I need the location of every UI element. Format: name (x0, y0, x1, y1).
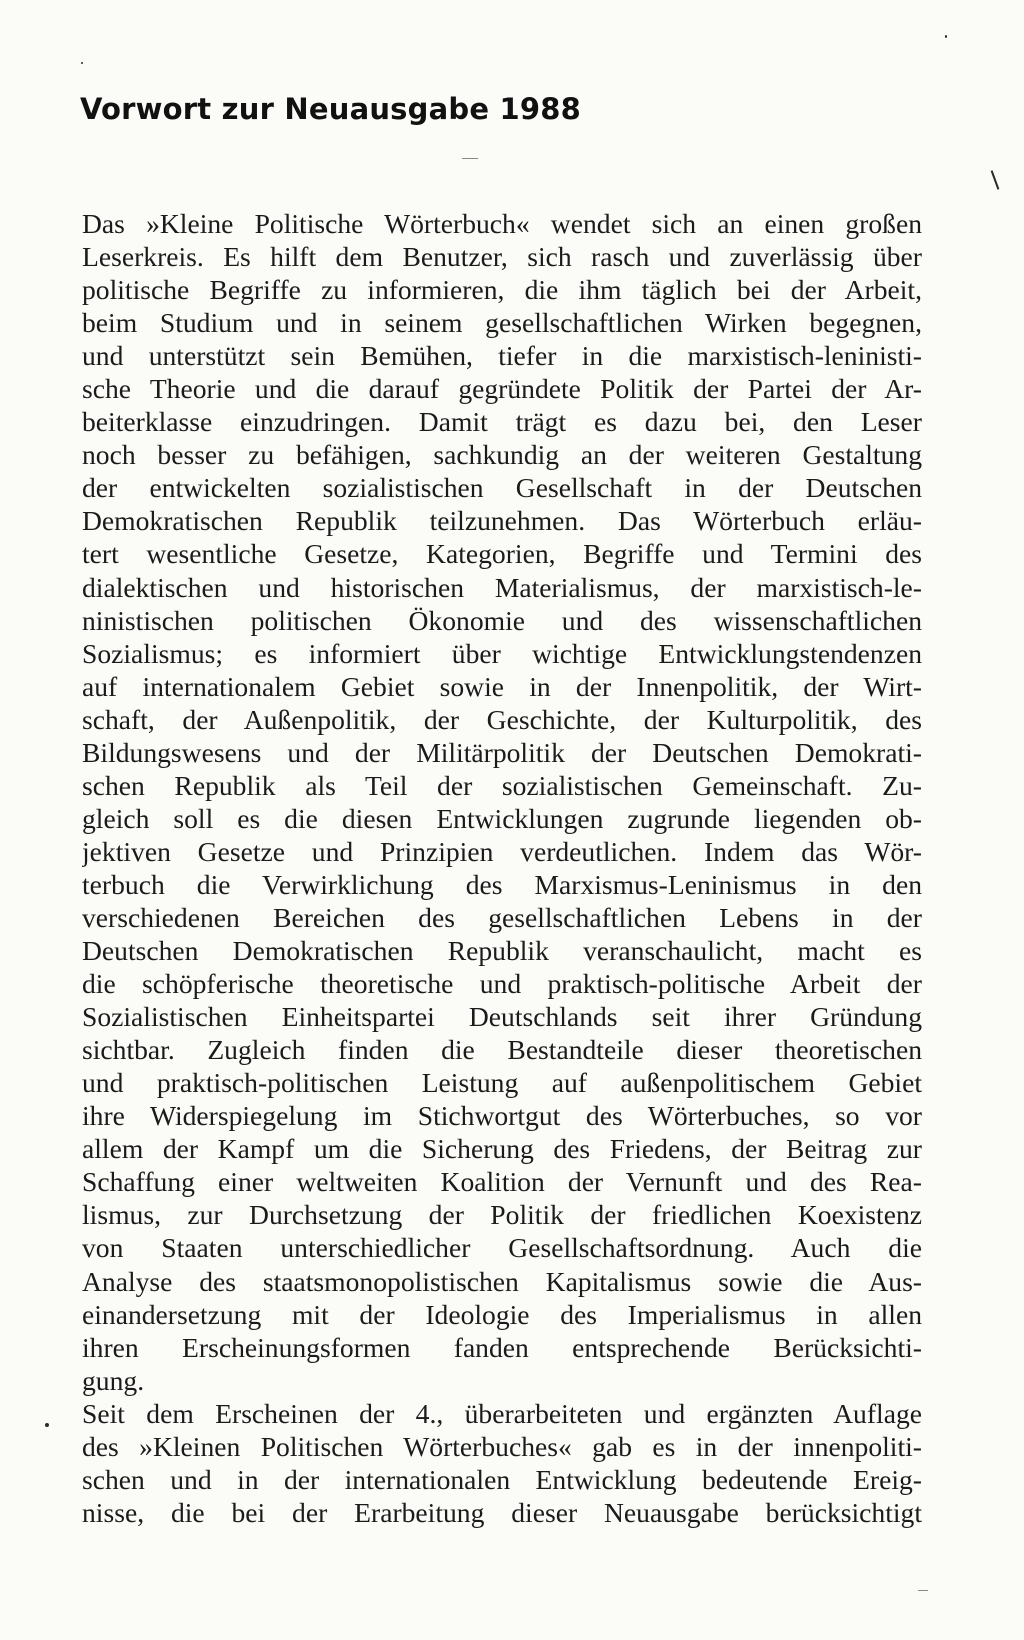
text-line: dialektischen und historischen Materialismus, der marxistisch-le- (82, 571, 922, 603)
scan-speck (81, 62, 83, 64)
text-line: Sozialistischen Einheitspartei Deutschlands seit ihrer Gründung (82, 1001, 922, 1033)
text-line: allem der Kampf um die Sicherung des Friedens, der Beitrag zur (82, 1133, 922, 1165)
text-line: auf internationalem Gebiet sowie in der Innenpolitik, der Wirt- (82, 670, 922, 702)
text-line: schen Republik als Teil der sozialistischen Gemeinschaft. Zu- (82, 769, 922, 801)
text-line: tert wesentliche Gesetze, Kategorien, Begriffe und Termini des (82, 538, 922, 570)
text-line: Das »Kleine Politische Wörterbuch« wendet sich an einen großen (82, 208, 922, 239)
scan-speck (945, 35, 947, 38)
paragraph-end-line: gung. (82, 1364, 145, 1396)
text-line: sche Theorie und die darauf gegründete Politik der Partei der Ar- (82, 373, 922, 405)
text-line: Sozialismus; es informiert über wichtige Entwicklungstendenzen (82, 637, 922, 669)
text-line: schen und in der internationalen Entwicklung bedeutende Ereig- (82, 1463, 922, 1495)
text-line: sichtbar. Zugleich finden die Bestandteile dieser theoretischen (82, 1034, 922, 1066)
text-line: des »Kleinen Politischen Wörterbuches« gab es in der innenpoliti- (82, 1430, 922, 1462)
text-line: von Staaten unterschiedlicher Gesellschaftsordnung. Auch die (82, 1232, 922, 1264)
text-line: lismus, zur Durchsetzung der Politik der friedlichen Koexistenz (82, 1199, 922, 1231)
text-line: schaft, der Außenpolitik, der Geschichte, der Kulturpolitik, des (82, 703, 922, 735)
text-line: einandersetzung mit der Ideologie des Imperialismus in allen (82, 1298, 922, 1330)
text-line: Bildungswesens und der Militärpolitik der Deutschen Demokrati- (82, 736, 922, 768)
text-line: noch besser zu befähigen, sachkundig an der weiteren Gestaltung (82, 439, 922, 471)
text-line: beiterklasse einzudringen. Damit trägt es dazu bei, den Leser (82, 406, 922, 438)
text-line: terbuch die Verwirklichung des Marxismus-Leninismus in den (82, 868, 922, 900)
text-line: ihren Erscheinungsformen fanden entsprechende Berücksichti- (82, 1331, 922, 1363)
text-line: ihre Widerspiegelung im Stichwortgut des Wörterbuches, so vor (82, 1100, 922, 1132)
scan-speck (45, 1423, 49, 1427)
page-title: Vorwort zur Neuausgabe 1988 (80, 92, 582, 126)
text-line: jektiven Gesetze und Prinzipien verdeutlichen. Indem das Wör- (82, 835, 922, 867)
scan-speck (918, 1590, 928, 1591)
text-line: gleich soll es die diesen Entwicklungen zugrunde liegenden ob- (82, 802, 922, 834)
text-line: Schaffung einer weltweiten Koalition der Vernunft und des Rea- (82, 1166, 922, 1198)
text-line: die schöpferische theoretische und praktisch-politische Arbeit der (82, 968, 922, 1000)
text-line: Demokratischen Republik teilzunehmen. Das Wörterbuch erläu- (82, 505, 922, 537)
text-line: Seit dem Erscheinen der 4., überarbeiteten und ergänzten Auflage (82, 1397, 922, 1429)
text-line: ninistischen politischen Ökonomie und des wissenschaftlichen (82, 604, 922, 636)
text-line: und praktisch-politischen Leistung auf außenpolitischem Gebiet (82, 1067, 922, 1099)
scan-speck (991, 170, 1000, 189)
scan-speck (462, 158, 478, 159)
text-line: und unterstützt sein Bemühen, tiefer in die marxistisch-leninisti- (82, 340, 922, 372)
text-line: Leserkreis. Es hilft dem Benutzer, sich rasch und zuverlässig über (82, 241, 922, 273)
text-line: verschiedenen Bereichen des gesellschaftlichen Lebens in der (82, 901, 922, 933)
text-line: Deutschen Demokratischen Republik veranschaulicht, macht es (82, 935, 922, 967)
text-line: Analyse des staatsmonopolistischen Kapitalismus sowie die Aus- (82, 1265, 922, 1297)
text-line: politische Begriffe zu informieren, die ihm täglich bei der Arbeit, (82, 274, 922, 306)
text-line: beim Studium und in seinem gesellschaftlichen Wirken begegnen, (82, 307, 922, 339)
text-line: der entwickelten sozialistischen Gesellschaft in der Deutschen (82, 472, 922, 504)
body-text (82, 207, 922, 1529)
text-line: nisse, die bei der Erarbeitung dieser Neuausgabe berücksichtigt (82, 1496, 922, 1528)
